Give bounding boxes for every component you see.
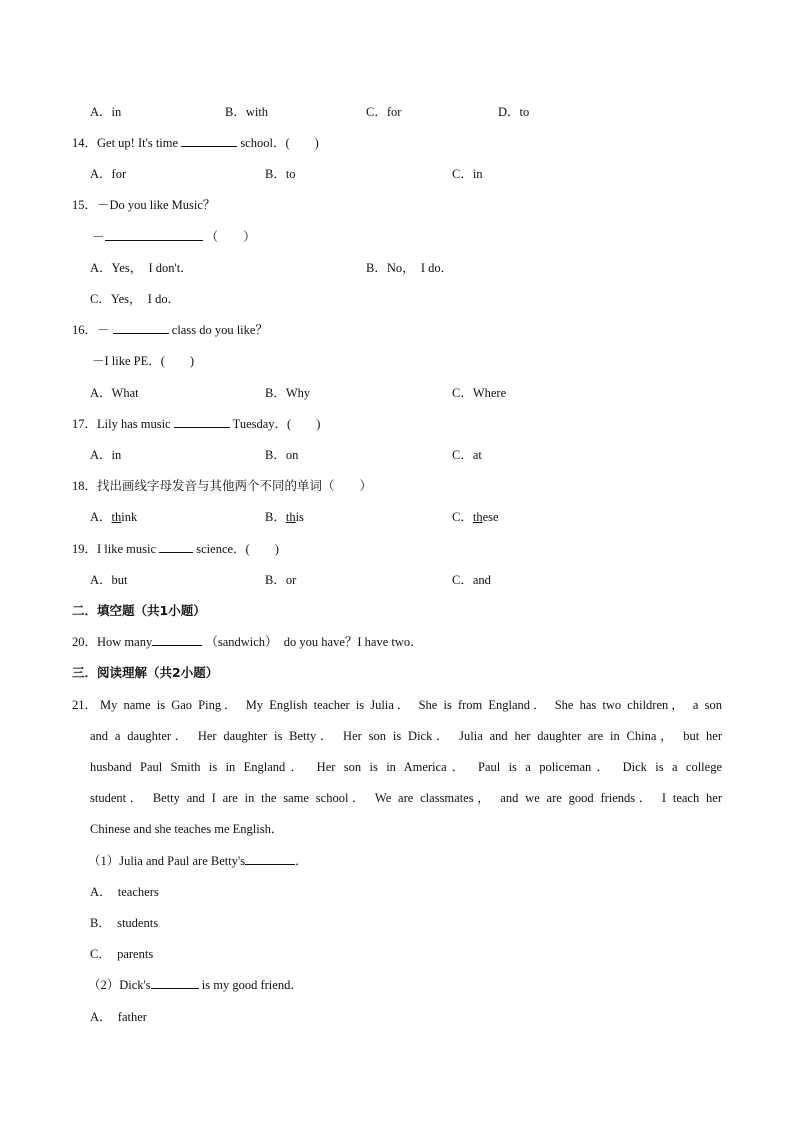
answer-blank xyxy=(245,853,295,865)
q13-option-a: A．in xyxy=(90,105,122,119)
question-17: 17．Lily has music Tuesday．( ) xyxy=(72,417,321,431)
q19-option-a: A．but xyxy=(90,573,128,587)
q14-option-a: A．for xyxy=(90,167,127,181)
q16-option-a: A．What xyxy=(90,386,139,400)
answer-blank xyxy=(151,977,199,989)
question-16-answer: －I like PE．( ) xyxy=(92,354,195,368)
question-21-number: 21． xyxy=(72,698,98,712)
sub2-option-a: A． father xyxy=(90,1010,147,1024)
passage-line: and a daughter． Her daughter is Betty． Her son is Dick． Julia and her daughter are in China， but her xyxy=(90,729,722,743)
passage-line: husband Paul Smith is in England． Her son is in America． Paul is a policeman． Dick is a college xyxy=(90,760,722,774)
passage-line: My name is Gao Ping． My English teacher is Julia． She is from England． She has two children， a son xyxy=(100,698,722,712)
q18-option-c: C．these xyxy=(452,510,499,524)
question-18: 18．找出画线字母发音与其他两个不同的单词（ ） xyxy=(72,479,373,493)
q15-option-b: B．No， I do． xyxy=(366,261,454,275)
answer-blank xyxy=(159,541,193,553)
question-15-answer: － （ ） xyxy=(92,230,256,244)
q16-option-c: C．Where xyxy=(452,386,507,400)
sub-question-2: （2）Dick's is my good friend． xyxy=(88,978,303,992)
answer-blank xyxy=(174,416,230,428)
question-19: 19．I like music science．( ) xyxy=(72,542,279,556)
sub1-option-b: B． students xyxy=(90,916,159,930)
q17-option-a: A．in xyxy=(90,448,122,462)
q18-option-a: A．think xyxy=(90,510,138,524)
question-16: 16．－ class do you like？ xyxy=(72,323,268,337)
q18-option-b: B．this xyxy=(265,510,304,524)
sub1-option-c: C． parents xyxy=(90,947,154,961)
q19-option-c: C．and xyxy=(452,573,491,587)
q16-option-b: B．Why xyxy=(265,386,311,400)
q17-option-b: B．on xyxy=(265,448,299,462)
q13-option-d: D．to xyxy=(498,105,530,119)
section-heading-fill-blank: 二．填空题（共1小题） xyxy=(72,603,206,618)
q13-option-c: C．for xyxy=(366,105,402,119)
q19-option-b: B．or xyxy=(265,573,297,587)
passage-line: student． Betty and I are in the same school． We are classmates， and we are good friends． I teach her xyxy=(90,791,722,805)
answer-blank xyxy=(105,229,203,241)
q13-option-b: B．with xyxy=(225,105,269,119)
passage-line: Chinese and she teaches me English． xyxy=(90,822,284,836)
question-15: 15．－Do you like Music？ xyxy=(72,198,216,212)
q14-option-b: B．to xyxy=(265,167,296,181)
answer-blank xyxy=(181,135,237,147)
question-20: 20．How many （sandwich） do you have？I have two． xyxy=(72,635,423,649)
section-heading-reading: 三．阅读理解（共2小题） xyxy=(72,665,219,680)
sub-question-1: （1）Julia and Paul are Betty's ． xyxy=(88,854,308,868)
sub1-option-a: A． teachers xyxy=(90,885,159,899)
question-14: 14．Get up! It's time school．( ) xyxy=(72,136,319,150)
answer-blank xyxy=(152,634,202,646)
q15-option-a: A．Yes， I don't． xyxy=(90,261,193,275)
q15-option-c: C．Yes， I do． xyxy=(90,292,181,306)
q14-option-c: C．in xyxy=(452,167,483,181)
answer-blank xyxy=(113,322,169,334)
q17-option-c: C．at xyxy=(452,448,482,462)
